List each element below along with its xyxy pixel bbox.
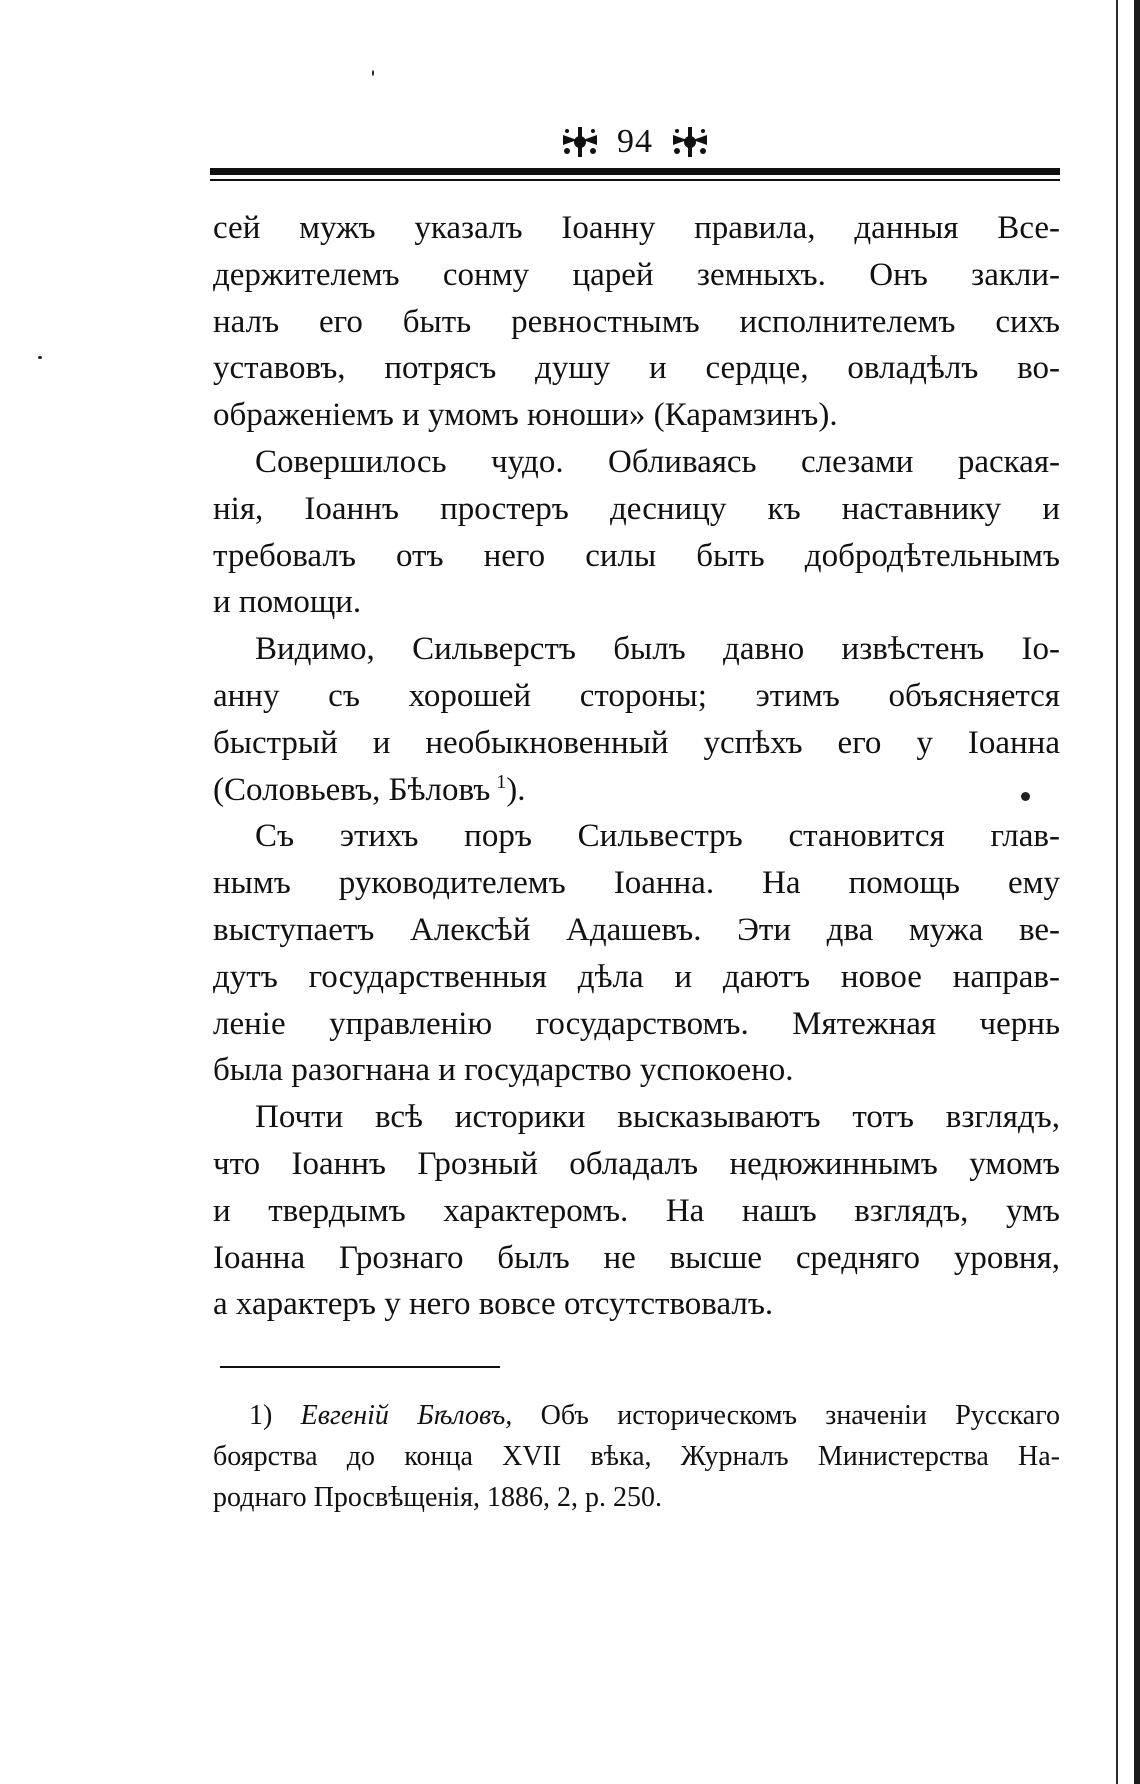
binding-edge (1134, 0, 1140, 1784)
footnote-reference[interactable]: 1 (496, 770, 507, 793)
text-line: и твердымъ характеромъ. На нашъ взглядъ, умъ (213, 1192, 1060, 1229)
text-line: держителемъ сонму царей земныхъ. Онъ закли- (213, 256, 1060, 293)
page-number: 94 (617, 123, 653, 160)
left-ornament-icon (559, 125, 601, 159)
text-line: Совершилось чудо. Обливаясь слезами раская- (255, 443, 1060, 480)
header-rule-thick (210, 168, 1060, 175)
text-line: леніе управленію государствомъ. Мятежная чернь (213, 1005, 1060, 1042)
text-line: а характеръ у него вовсе отсутствовалъ. (213, 1286, 774, 1323)
text-line: Видимо, Сильверстъ былъ давно извѣстенъ Іо- (255, 631, 1060, 668)
text-line: что Іоаннъ Грозный обладалъ недюжиннымъ умомъ (213, 1145, 1060, 1182)
text-line: нія, Іоаннъ простеръ десницу къ наставнику и (213, 490, 1060, 527)
text-line: выступаетъ Алексѣй Адашевъ. Эти два мужа ве- (213, 911, 1060, 948)
text-line: Почти всѣ историки высказываютъ тотъ взглядъ, (255, 1099, 1060, 1136)
text-line: была разогнана и государство успокоено. (213, 1052, 794, 1089)
text-line: налъ его быть ревностнымъ исполнителемъ сихъ (213, 303, 1060, 340)
text-line: требовалъ отъ него силы быть добродѣтельнымъ (213, 537, 1060, 574)
right-ornament-icon (669, 125, 711, 159)
text-line: и помощи. (213, 584, 362, 621)
ink-speck (38, 356, 42, 359)
text-line: сей мужъ указалъ Іоанну правила, данныя Все- (213, 210, 1060, 246)
header-rule-thin (210, 179, 1060, 181)
text-line: дутъ государственныя дѣла и даютъ новое направ- (213, 958, 1060, 995)
text-line-end: ). (506, 771, 526, 808)
text-line: нымъ руководителемъ Іоанна. На помощь ему (213, 865, 1060, 902)
ink-speck (1021, 792, 1030, 801)
text-line: быстрый и необыкновенный успѣхъ его у Іоанна (213, 724, 1060, 761)
footnote-marker: 1) (249, 1400, 273, 1431)
text-line: уставовъ, потрясъ душу и сердце, овладѣлъ во- (213, 350, 1060, 387)
text-line: ображеніемъ и умомъ юноши» (Карамзинъ). (213, 397, 838, 434)
page-header-row (210, 120, 1060, 164)
footnote-line-2: боярства до конца XVII вѣка, Журналъ Министерства На- (213, 1441, 1060, 1472)
text-line: Іоанна Грознаго былъ не высше средняго уровня, (213, 1239, 1060, 1276)
footnote (213, 1395, 1060, 1518)
footnote-separator (220, 1366, 500, 1368)
paragraph-4 (213, 813, 1060, 1094)
paragraph-2 (213, 439, 1060, 626)
paragraph-1 (213, 205, 1060, 439)
text-line: Съ этихъ поръ Сильвестръ становится глав- (255, 818, 1060, 855)
footnote-title: Объ историческомъ значеніи Русскаго (540, 1400, 1061, 1431)
text-line-with-footnote (213, 767, 1060, 814)
binding-edge-line (1116, 0, 1118, 1784)
text-line: анну съ хорошей стороны; этимъ объясняется (213, 677, 1060, 714)
page-header (210, 120, 1060, 180)
paragraph-3 (213, 626, 1060, 813)
footnote-author: Евгеній Бѣловъ, (300, 1400, 513, 1431)
footnote-line-3: роднаго Просвѣщенія, 1886, 2, p. 250. (213, 1482, 663, 1513)
text-line: (Соловьевъ, Бѣловъ (213, 771, 491, 808)
main-text (213, 205, 1060, 1328)
ink-speck (372, 70, 374, 76)
paragraph-5 (213, 1094, 1060, 1328)
footnote-line-1 (213, 1395, 1060, 1436)
